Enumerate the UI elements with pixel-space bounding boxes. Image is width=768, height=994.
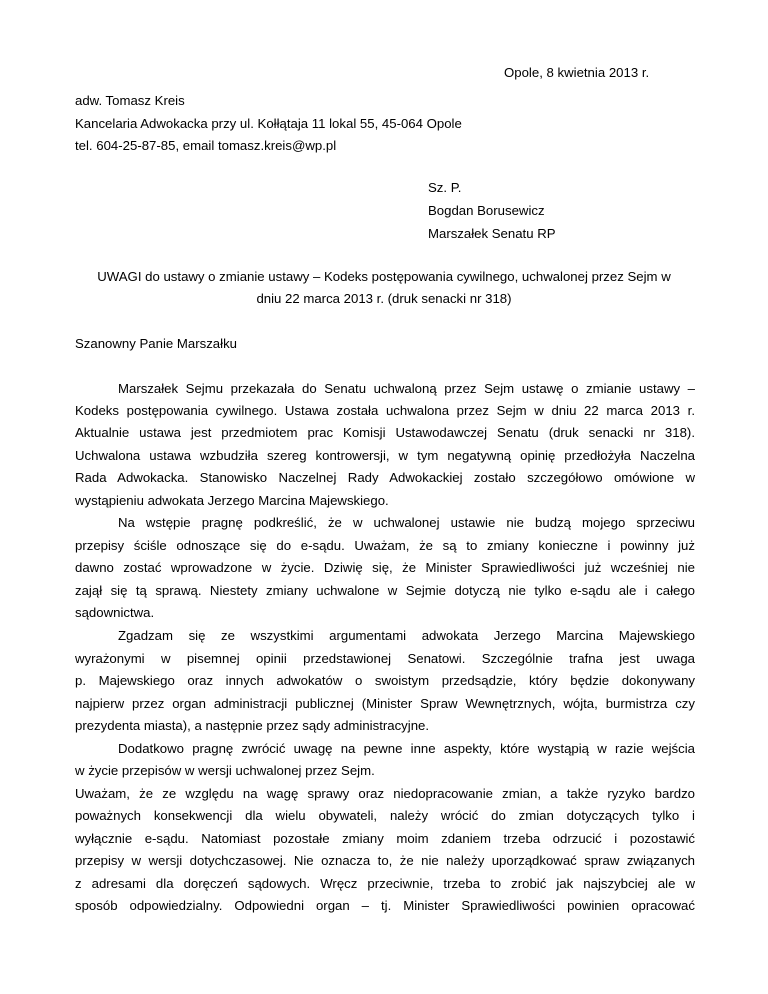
recipient-name: Bogdan Borusewicz: [428, 203, 545, 218]
sender-contact: tel. 604-25-87-85, email tomasz.kreis@wp.pl: [75, 138, 337, 153]
body-line: Uważam, że ze względu na wagę sprawy oraz niedopracowanie zmian, a także ryzyko bardzo: [75, 786, 695, 801]
sender-name: adw. Tomasz Kreis: [75, 93, 185, 108]
body-line: Marszałek Sejmu przekazała do Senatu uchwaloną przez Sejm ustawę o zmianie ustawy –: [118, 381, 695, 396]
body-line: w życie przepisów w wersji uchwalonej przez Sejm.: [75, 763, 375, 778]
recipient-salutation: Sz. P.: [428, 180, 462, 195]
body-line: Aktualnie ustawa jest przedmiotem prac Komisji Ustawodawczej Senatu (druk senacki nr 318).: [75, 425, 695, 440]
body-line: najpierw przez organ administracji publicznej (Minister Spraw Wewnętrznych, wójta, burmistrza czy: [75, 696, 695, 711]
body-line: sądownictwa.: [75, 605, 155, 620]
body-line: p. Majewskiego oraz innych adwokatów o swoistym przedsądzie, który będzie dokonywany: [75, 673, 695, 688]
body-line: Dodatkowo pragnę zwrócić uwagę na pewne inne aspekty, które wystąpią w razie wejścia: [118, 741, 695, 756]
body-line: prezydenta miasta), a następnie przez sądy administracyjne.: [75, 718, 430, 733]
body-line: Na wstępie pragnę podkreślić, że w uchwalonej ustawie nie budzą mojego sprzeciwu: [118, 515, 695, 530]
body-line: Rada Adwokacka. Stanowisko Naczelnej Rady Adwokackiej zostało szczegółowo omówione w: [75, 470, 695, 485]
subject-line-1: UWAGI do ustawy o zmianie ustawy – Kodeks postępowania cywilnego, uchwalonej przez Sejm w: [97, 269, 671, 284]
body-line: Uchwalona ustawa wzbudziła szereg kontrowersji, w tym negatywną opinię przedłożyła Naczelna: [75, 448, 695, 463]
letter-date: Opole, 8 kwietnia 2013 r.: [504, 65, 650, 80]
body-line: Kodeks postępowania cywilnego. Ustawa została uchwalona przez Sejm w dniu 22 marca 2013 r.: [75, 403, 695, 418]
body-line: przepisy w wersji dotychczasowej. Nie oznacza to, że nie należy uporządkować spraw związanych: [75, 853, 695, 868]
body-line: przepisy ściśle odnoszące się do e-sądu. Uważam, że są to zmiany konieczne i powinny już: [75, 538, 695, 553]
body-line: sposób odpowiedzialny. Odpowiedni organ – tj. Minister Sprawiedliwości powinien opracować: [75, 898, 695, 913]
body-line: poważnych konsekwencji dla wielu obywateli, należy wrócić do zmian dotyczących tylko i: [75, 808, 695, 823]
body-line: wyrażonymi w pisemnej opinii przedstawionej Senatowi. Szczególnie trafna jest uwaga: [75, 651, 695, 666]
body-line: Zgadzam się ze wszystkimi argumentami adwokata Jerzego Marcina Majewskiego: [118, 628, 695, 643]
body-line: dawno zostać wprowadzone w życie. Dziwię się, że Minister Sprawiedliwości już wcześniej nie: [75, 560, 695, 575]
body-line: z adresami dla doręczeń sądowych. Wręcz przeciwnie, trzeba to zrobić jak najszybciej ale w: [75, 876, 695, 891]
recipient-title: Marszałek Senatu RP: [428, 226, 556, 241]
sender-office: Kancelaria Adwokacka przy ul. Kołłątaja 11 lokal 55, 45-064 Opole: [75, 116, 462, 131]
greeting: Szanowny Panie Marszałku: [75, 336, 237, 351]
subject-line-2: dniu 22 marca 2013 r. (druk senacki nr 318): [256, 291, 512, 306]
body-line: wyłącznie e-sądu. Natomiast pozostałe zmiany moim zdaniem trzeba odrzucić i pozostawić: [75, 831, 695, 846]
body-line: zajął się tą sprawą. Niestety zmiany uchwalone w Sejmie dotyczą nie tylko e-sądu ale i całego: [75, 583, 695, 598]
body-line: wystąpieniu adwokata Jerzego Marcina Majewskiego.: [75, 493, 389, 508]
